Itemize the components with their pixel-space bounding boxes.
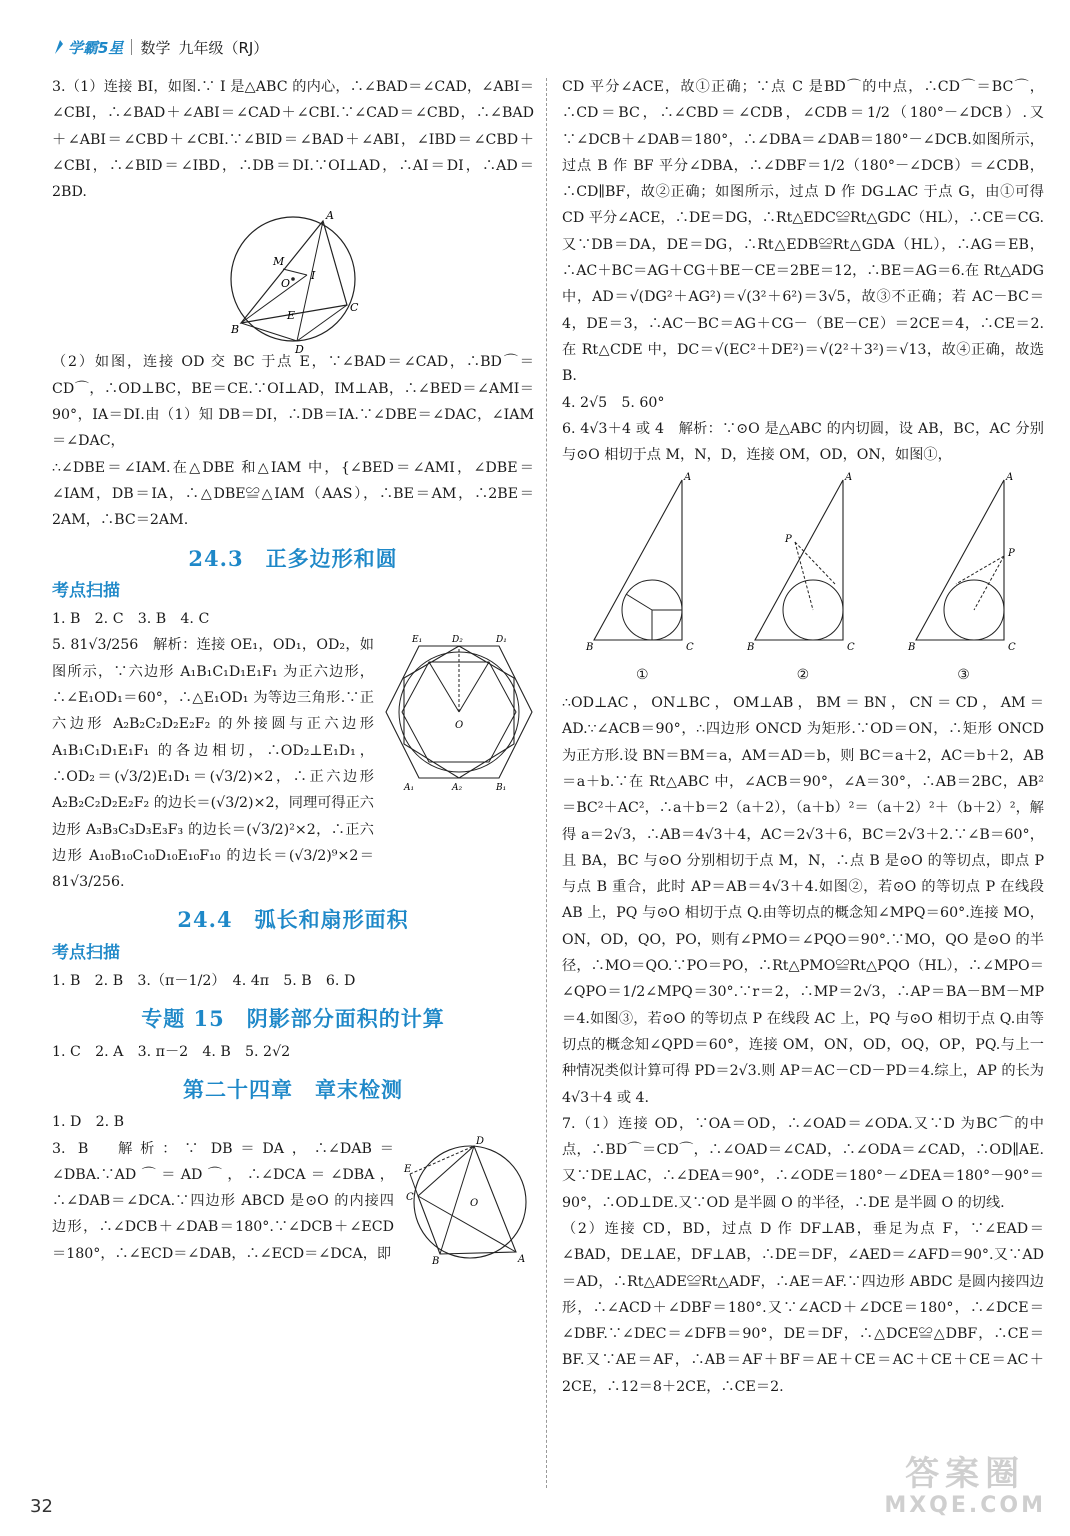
svg-text:A: A [684,472,692,484]
svg-text:A: A [1005,472,1013,484]
q3-chapter-text: 3. B 解析：∵ DB＝DA，∴∠DAB＝∠DBA.∵AD⌒＝AD⌒，∴∠DCA＝∠DBA，∴∠DAB＝∠DCA.∵四边形 ABCD 是⊙O 的内接四边形，∴∠DCB＋∠DAB＝180°.∵∠DCB＋∠ECD＝180°，∴∠ECD＝∠DAB，∴∠ECD＝∠DCA，即 [52,1140,394,1262]
svg-text:D: D [295,343,304,357]
svg-text:A₂: A₂ [452,783,463,794]
figure-label-1: ① [635,666,649,683]
q3-continuation: CD 平分∠ACE，故①正确；∵点 C 是BD⌒的中点，∴CD⌒＝BC⌒，∴CD＝BC，∴∠CBD＝∠CDB，∠CDB＝1/2（180°－∠DCB）.又∵∠DCB＋∠DAB＝180°，∴∠DBA＝∠DAB＝180°－∠DCB.如图所示，过点 B 作 BF 平分∠DBA，∴∠DBF＝1/2（180°－∠DCB）＝∠CDB，∴CD∥BF，故②正确；如图所示，过点 D 作 DG⊥AC 于点 G，由①可得 CD 平分∠ACE，∴DE＝DG，∴Rt△EDC≌Rt△GDC（HL），∴CE＝CG.又∵DB＝DA，DE＝DG，∴Rt△EDB≌Rt△GDA（HL），∴AG＝EB，∴AC＋BC＝AG＋CG＋BE－CE＝2BE＝12，∴BE＝AG＝6.在 Rt△ADG 中，AD＝√(DG²＋AG²)＝√(3²＋6²)＝3√5，故③不正确；若 AC－BC＝4，DE＝3，∴AC－BC＝AG＋CG－（BE－CE）＝2CE＝4，∴CE＝2.在 Rt△CDE 中，DC＝√(EC²＋DE²)＝√(2²＋3²)＝√13，故④正确，故选 B. [562,79,1044,385]
svg-text:I: I [311,269,316,283]
right-column [562,74,1044,1400]
section-24-4-title: 24.4 弧长和扇形面积 [177,907,409,933]
svg-text:O: O [281,277,291,291]
q5-block [52,632,534,895]
q3-part2b: ∴∠DBE＝∠IAM.在△DBE 和△IAM 中，{∠BED＝∠AMI，∠DBE＝∠IAM，DB＝IA，∴△DBE≌△IAM（AAS），∴BE＝AM，∴2BE＝2AM，∴BC＝2AM. [52,459,534,529]
svg-text:C: C [350,301,359,315]
svg-text:D₂: D₂ [452,635,463,646]
figure-label-2: ② [796,666,810,683]
svg-text:C: C [846,642,855,654]
q6-body: ∴OD⊥AC，ON⊥BC，OM⊥AB，BM＝BN，CN＝CD，AM＝AD.∵∠ACB＝90°，∴四边形 ONCD 为矩形.∵OD＝ON，∴矩形 ONCD 为正方形.设 BN＝BM＝a，AM＝AD＝b，则 BC＝a＋2，AC＝b＋2，AB＝a＋b.∵在 Rt△ABC 中，∠ACB＝90°，∠A＝30°，∴AB＝2BC，AB²＝BC²＋AC²，∴a＋b＝2（a＋2），（a＋b）²＝（a＋2）²＋（b＋2）²，解得 a＝2√3，∴AB＝4√3＋4，AC＝2√3＋6，BC＝2√3＋2.∵∠B＝60°，且 BA，BC 与⊙O 分别相切于点 M，N，∴点 B 是⊙O 的等切点，即点 P 与点 B 重合，此时 AP＝AB＝4√3＋4.如图②，若⊙O 的等切点 P 在线段 AB 上，PQ 与⊙O 相切于点 Q.由等切点的概念知∠MPQ＝60°.连接 MO，ON，OD，QO，PO，则有∠PMO＝∠PQO＝90°.∵MO，QO 是⊙O 的半径，∴MO＝QO.∵PO＝PO，∴Rt△PMO≌Rt△PQO（HL），∴∠MPO＝∠QPO＝1/2∠MPQ＝30°.∵r＝2，∴MP＝2√3，∴AP＝BA－BM－MP＝4.如图③，若⊙O 的等切点 P 在线段 AC 上，PQ 与⊙O 相切于点 Q.由等切点的概念知∠QPD＝60°，连接 OM，ON，OD，OQ，OP，PQ.与上一种情况类似计算可得 PD＝2√3.则 AP＝AC－CD－PD＝4.综上，AP 的长为 4√3＋4 或 4. [562,695,1044,1106]
svg-text:A: A [844,472,853,484]
figure-q6-2 [743,472,863,688]
figure-label-3: ③ [957,666,970,683]
svg-text:A₁: A₁ [404,783,415,794]
svg-text:E: E [404,1163,412,1175]
header-separator [131,39,132,55]
q3-chapter-block [52,1136,534,1267]
figure-q6-3 [904,472,1024,688]
svg-text:B: B [907,642,915,654]
answers-4-5: 4. 2√5 5. 60° [562,394,665,411]
figure-q6-1 [582,472,702,688]
kaodian-heading-2: 考点扫描 [52,942,120,963]
figure-cyclic-quad [404,1136,534,1266]
answers-24-3: 1. B 2. C 3. B 4. C [52,611,210,628]
q3-part2a: （2）如图，连接 OD 交 BC 于点 E，∵∠BAD＝∠CAD，∴BD⌒＝CD⌒，∴OD⊥BC，BE＝CE.∵OI⊥AD，IM⊥AB，∴∠BED＝∠AMI＝90°，IA＝DI.由（1）知 DB＝DI，∴DB＝IA.∵∠DBE＝∠DAC，∠IAM＝∠DAC， [52,354,534,450]
figure-hexagons-q5 [384,632,534,792]
svg-text:B: B [746,642,755,654]
brand-logo [52,37,123,58]
figure-incircle-q3 [223,207,363,357]
q6-intro: 6. 4√3＋4 或 4 解析：∵⊙O 是△ABC 的内切圆，设 AB，BC，AC 分别与⊙O 相切于点 M，N，D，连接 OM，OD，ON，如图①， [562,420,1044,464]
svg-text:O: O [455,720,464,732]
brand-icon [52,38,66,56]
answers-24-4: 1. B 2. B 3.（π－1/2） 4. 4π 5. B 6. D [52,973,356,990]
svg-text:B: B [586,642,594,654]
q7-part2: （2）连接 CD，BD，过点 D 作 DF⊥AB，垂足为点 F，∵∠EAD＝∠BAD，DE⊥AE，DF⊥AB，∴DE＝DF，∠AED＝∠AFD＝90°.又∵AD＝AD，∴Rt△ADE≌Rt△ADF，∴AE＝AF.∵四边形 ABDC 是圆内接四边形，∴∠ACD＋∠DBF＝180°.又∵∠ACD＋∠DCE＝180°，∴∠DCE＝∠DBF.∵∠DEC＝∠DFB＝90°，DE＝DF，∴△DCE≌△DBF，∴CE＝BF.又∵AE＝AF，∴AB＝AF＋BF＝AE＋CE＝AC＋CE＋CE＝AC＋2CE，∴12＝8＋2CE，∴CE＝2. [562,1220,1044,1395]
brand-name: 学霸5星 [68,38,124,57]
q7-part1: 7.（1）连接 OD，∵OA＝OD，∴∠OAD＝∠ODA.又∵D 为BC⌒的中点，∴BD⌒＝CD⌒，∴∠OAD＝∠CAD，∴∠ODA＝∠CAD，∴OD∥AE.又∵DE⊥AC，∴∠DEA＝90°，∴∠ODE＝180°－∠DEA＝180°－90°＝90°，∴OD⊥DE.又∵OD 是半圆 O 的半径，∴DE 是半圆 O 的切线. [562,1115,1044,1211]
svg-text:E₁: E₁ [412,635,423,646]
column-divider [546,78,547,1488]
left-column [52,74,534,1267]
svg-text:C: C [406,1191,414,1203]
page-header [52,34,268,60]
svg-text:M: M [273,255,285,269]
svg-text:C: C [686,642,694,654]
svg-text:B: B [432,1255,440,1267]
svg-text:P: P [784,534,792,546]
watermark [884,1456,1046,1518]
chapter-review-title: 第二十四章 章末检测 [183,1076,403,1102]
svg-text:D₁: D₁ [496,635,507,646]
svg-text:D: D [476,1135,485,1147]
svg-text:P: P [1007,548,1015,560]
section-24-3-title: 24.3 正多边形和圆 [188,545,398,571]
page-number: 32 [30,1496,53,1517]
watermark-line-2: MXQE.COM [884,1492,1046,1518]
svg-text:O: O [470,1197,479,1209]
figures-q6 [562,472,1044,688]
svg-text:A: A [518,1253,526,1265]
svg-text:E: E [287,309,296,323]
svg-text:B₁: B₁ [496,783,507,794]
kaodian-heading-1: 考点扫描 [52,580,120,601]
svg-text:B: B [231,323,240,337]
subject-label: 数学 [140,38,171,57]
svg-text:C: C [1007,642,1016,654]
q3-part1: 3.（1）连接 BI，如图.∵ I 是△ABC 的内心，∴∠BAD＝∠CAD，∠ABI＝∠CBI，∴∠BAD＋∠ABI＝∠CAD＋∠CBI.∵∠CAD＝∠CBD，∴∠BAD＋∠ABI＝∠CBD＋∠CBI.∵∠BID＝∠BAD＋∠ABI，∠IBD＝∠CBD＋∠CBI，∴∠BID＝∠IBD，∴DB＝DI.∵OI⊥AD，∴AI＝DI，∴AD＝2BD. [52,79,534,201]
topic-15-title: 专题 15 阴影部分面积的计算 [141,1006,445,1032]
watermark-line-1: 答案圈 [905,1454,1026,1495]
grade-label: 九年级（RJ） [178,38,269,57]
svg-text:A: A [326,209,334,223]
answers-chapter: 1. D 2. B [52,1114,125,1131]
q5-text: 5. 81√3/256 解析：连接 OE₁，OD₁，OD₂，如图所示，∵六边形 A₁B₁C₁D₁E₁F₁ 为正六边形，∴∠E₁OD₁＝60°，∴△E₁OD₁ 为等边三角形.∵正六边形 A₂B₂C₂D₂E₂F₂ 的外接圆与正六边形 A₁B₁C₁D₁E₁F₁ 的各边相切，∴OD₂⊥E₁D₁，∴OD₂＝(√3/2)E₁D₁＝(√3/2)×2，∴正六边形 A₂B₂C₂D₂E₂F₂ 的边长＝(√3/2)×2，同理可得正六边形 A₃B₃C₃D₃E₃F₃ 的边长＝(√3/2)²×2，∴正六边形 A₁₀B₁₀C₁₀D₁₀E₁₀F₁₀ 的边长＝(√3/2)⁹×2＝81√3/256. [52,637,374,891]
answers-topic-15: 1. C 2. A 3. π－2 4. B 5. 2√2 [52,1043,291,1060]
